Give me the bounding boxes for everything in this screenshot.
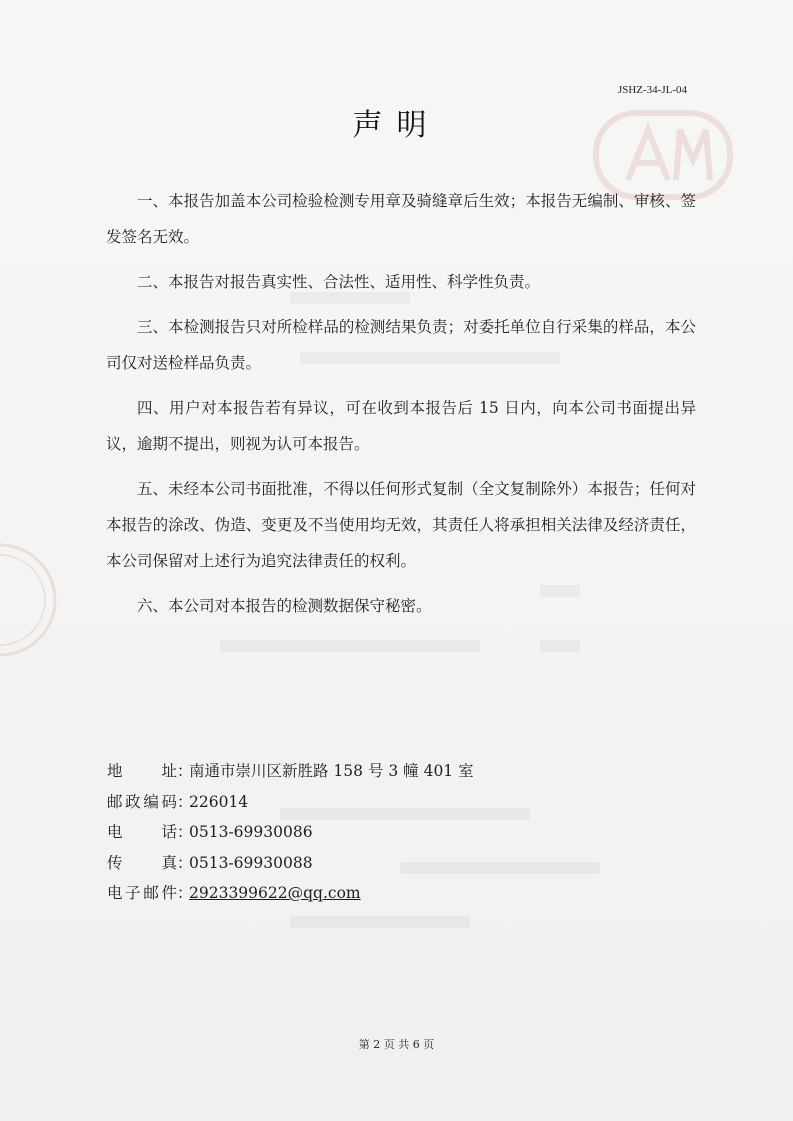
statement-paragraph: 二、本报告对报告真实性、合法性、适用性、科学性负责。 xyxy=(137,273,541,291)
email-link[interactable]: 2923399622@qq.com xyxy=(189,884,361,902)
contact-postcode-row xyxy=(107,787,557,818)
contact-phone-row xyxy=(107,817,557,848)
email-label: 电子邮件 xyxy=(107,884,177,902)
seam-stamp-graphic xyxy=(0,520,60,680)
postcode-label: 邮政编码 xyxy=(107,792,177,811)
bleed-through-mark xyxy=(540,640,580,652)
address-value: 南通市崇川区新胜路 158 号 3 幢 401 室 xyxy=(189,762,474,780)
contact-email-row xyxy=(107,878,557,909)
contact-info xyxy=(107,756,557,909)
separator: ： xyxy=(177,884,193,902)
bleed-through-mark xyxy=(290,916,470,928)
fax-value: 0513-69930088 xyxy=(189,853,313,872)
separator: ： xyxy=(177,853,193,872)
separator: ： xyxy=(177,823,193,841)
page-number: 第 2 页 共 6 页 xyxy=(358,1038,435,1051)
statement-paragraph: 四、用户对本报告若有异议，可在收到本报告后 15 日内，向本公司书面提出异议，逾期不提出，则视为认可本报告。 xyxy=(106,399,696,453)
page-title: 声明 xyxy=(352,108,441,143)
statement-body xyxy=(106,183,696,633)
address-label: 地址 xyxy=(107,762,177,780)
phone-label: 电话 xyxy=(107,823,177,841)
separator: ： xyxy=(177,762,193,780)
contact-address-row xyxy=(107,756,557,787)
statement-paragraph: 六、本公司对本报告的检测数据保守秘密。 xyxy=(137,597,432,615)
postcode-value: 226014 xyxy=(189,792,249,811)
contact-fax-row xyxy=(107,848,557,879)
phone-value: 0513-69930086 xyxy=(189,823,313,841)
statement-paragraph: 一、本报告加盖本公司检验检测专用章及骑缝章后生效；本报告无编制、审核、签发签名无效。 xyxy=(106,192,696,246)
bleed-through-mark xyxy=(220,640,480,652)
fax-label: 传真 xyxy=(107,853,177,872)
statement-paragraph: 三、本检测报告只对所检样品的检测结果负责；对委托单位自行采集的样品，本公司仅对送检样品负责。 xyxy=(106,318,696,372)
separator: ： xyxy=(177,792,193,811)
statement-paragraph: 五、未经本公司书面批准，不得以任何形式复制（全文复制除外）本报告；任何对本报告的涂改、伪造、变更及不当使用均无效，其责任人将承担相关法律及经济责任，本公司保留对上述行为追究法律责任的权利。 xyxy=(106,480,696,570)
document-code: JSHZ-34-JL-04 xyxy=(617,84,687,96)
